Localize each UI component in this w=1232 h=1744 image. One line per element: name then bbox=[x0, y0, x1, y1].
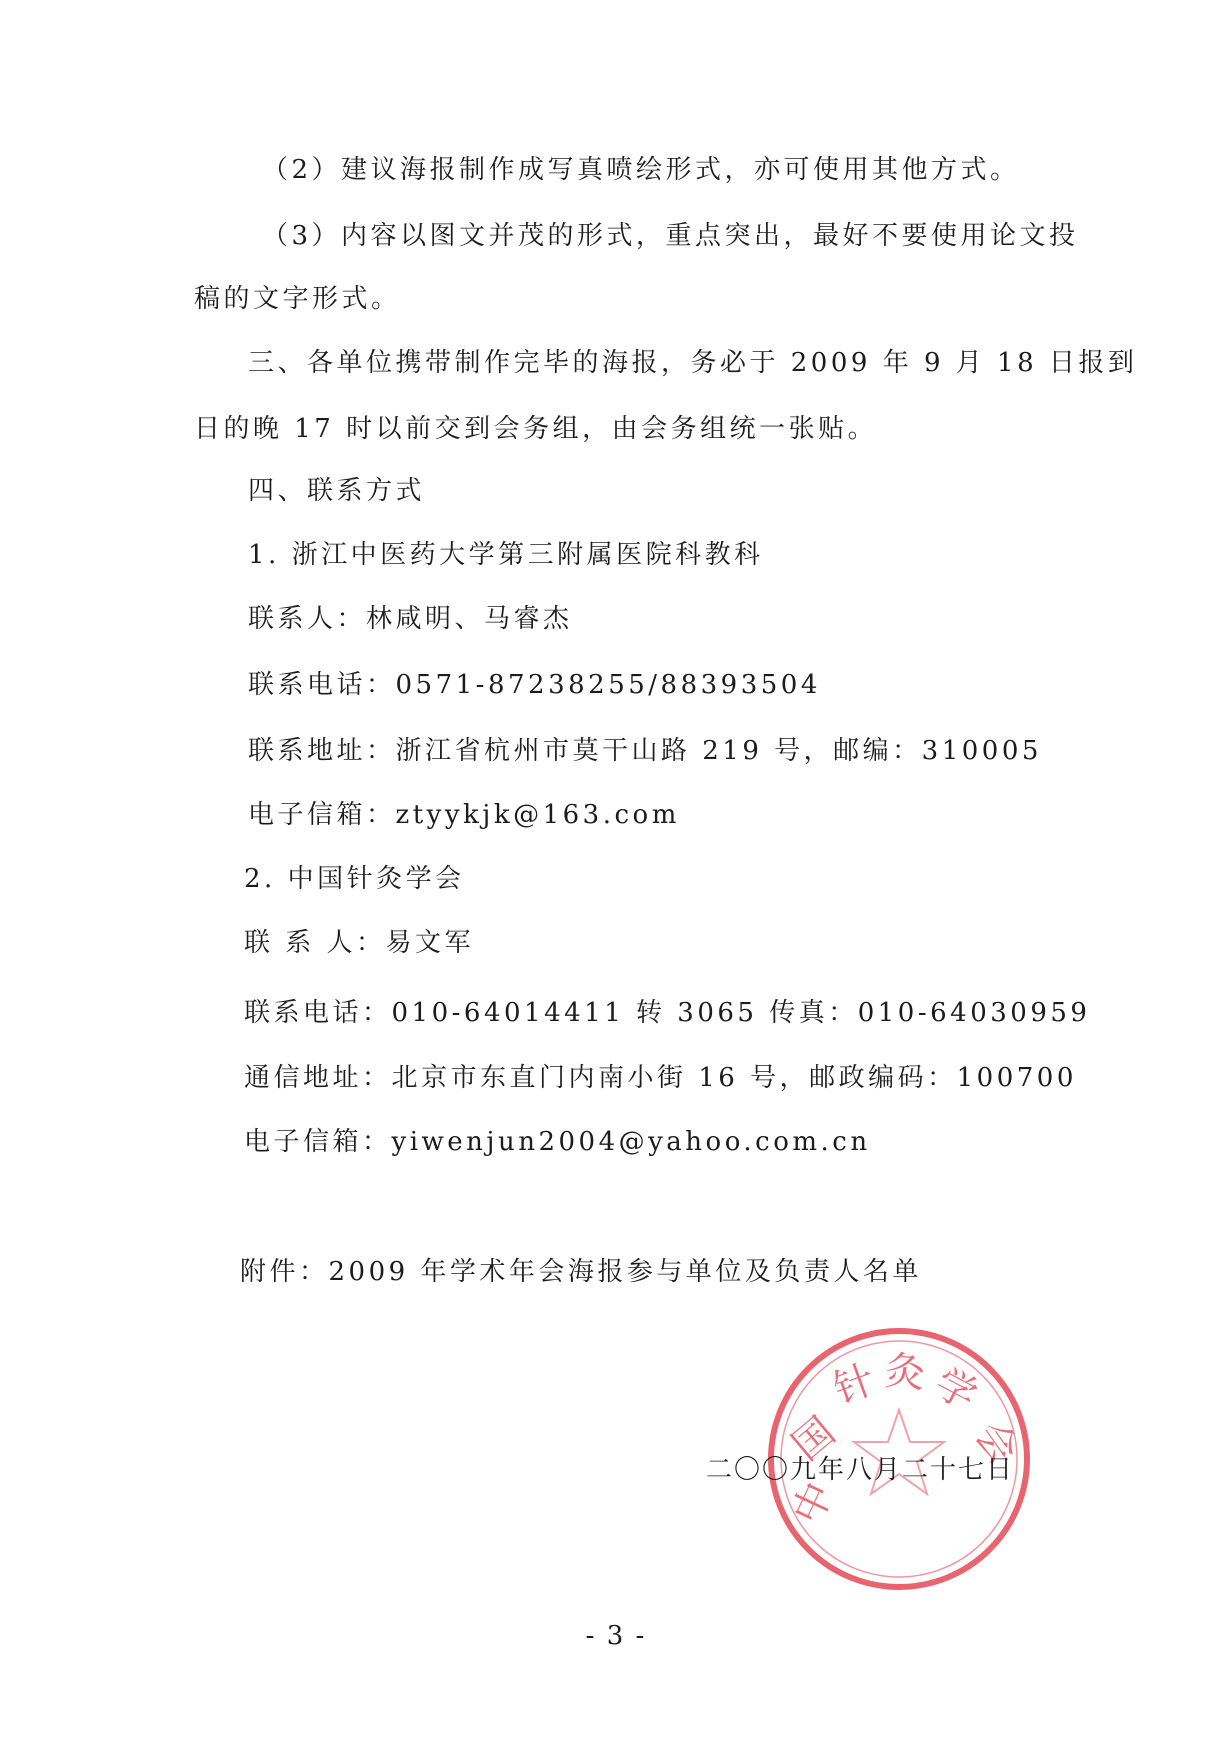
attachment-note: 附件：2009 年学术年会海报参与单位及负责人名单 bbox=[240, 1257, 922, 1287]
contact-address: 联系地址：浙江省杭州市莫干山路 219 号，邮编：310005 bbox=[248, 736, 1042, 766]
contact-unit-1: 1. 浙江中医药大学第三附属医院科教科 bbox=[248, 540, 764, 570]
contact-person: 联 系 人：易文军 bbox=[244, 928, 475, 958]
contact-email: 电子信箱：ztyykjk@163.com bbox=[248, 800, 680, 830]
svg-text:灸: 灸 bbox=[883, 1348, 927, 1398]
svg-text:会: 会 bbox=[965, 1413, 1027, 1473]
svg-text:中: 中 bbox=[784, 1475, 843, 1532]
paragraph-line: （2）建议海报制作成写真喷绘形式，亦可使用其他方式。 bbox=[262, 155, 1020, 185]
contact-phone: 联系电话：010-64014411 转 3065 传真：010-64030959 bbox=[244, 998, 1091, 1028]
svg-text:学: 学 bbox=[927, 1360, 985, 1420]
contact-unit-2: 2. 中国针灸学会 bbox=[244, 864, 465, 894]
contact-phone: 联系电话：0571-87238255/88393504 bbox=[248, 670, 821, 700]
page-number: - 3 - bbox=[585, 1621, 647, 1651]
contact-address: 通信地址：北京市东直门内南小街 16 号，邮政编码：100700 bbox=[244, 1063, 1077, 1093]
svg-text:针: 针 bbox=[827, 1356, 882, 1414]
paragraph-line: （3）内容以图文并茂的形式，重点突出，最好不要使用论文投 bbox=[262, 221, 1079, 251]
issue-date: 二〇〇九年八月二十七日 bbox=[706, 1455, 1015, 1485]
contact-email: 电子信箱：yiwenjun2004@yahoo.com.cn bbox=[244, 1127, 871, 1157]
svg-text:国: 国 bbox=[783, 1408, 845, 1470]
contact-person: 联系人：林咸明、马睿杰 bbox=[248, 604, 573, 634]
paragraph-line: 三、各单位携带制作完毕的海报，务必于 2009 年 9 月 18 日报到 bbox=[248, 348, 1138, 378]
paragraph-line: 日的晚 17 时以前交到会务组，由会务组统一张贴。 bbox=[194, 414, 878, 444]
section-heading: 四、联系方式 bbox=[248, 476, 426, 506]
paragraph-line: 稿的文字形式。 bbox=[194, 284, 401, 314]
